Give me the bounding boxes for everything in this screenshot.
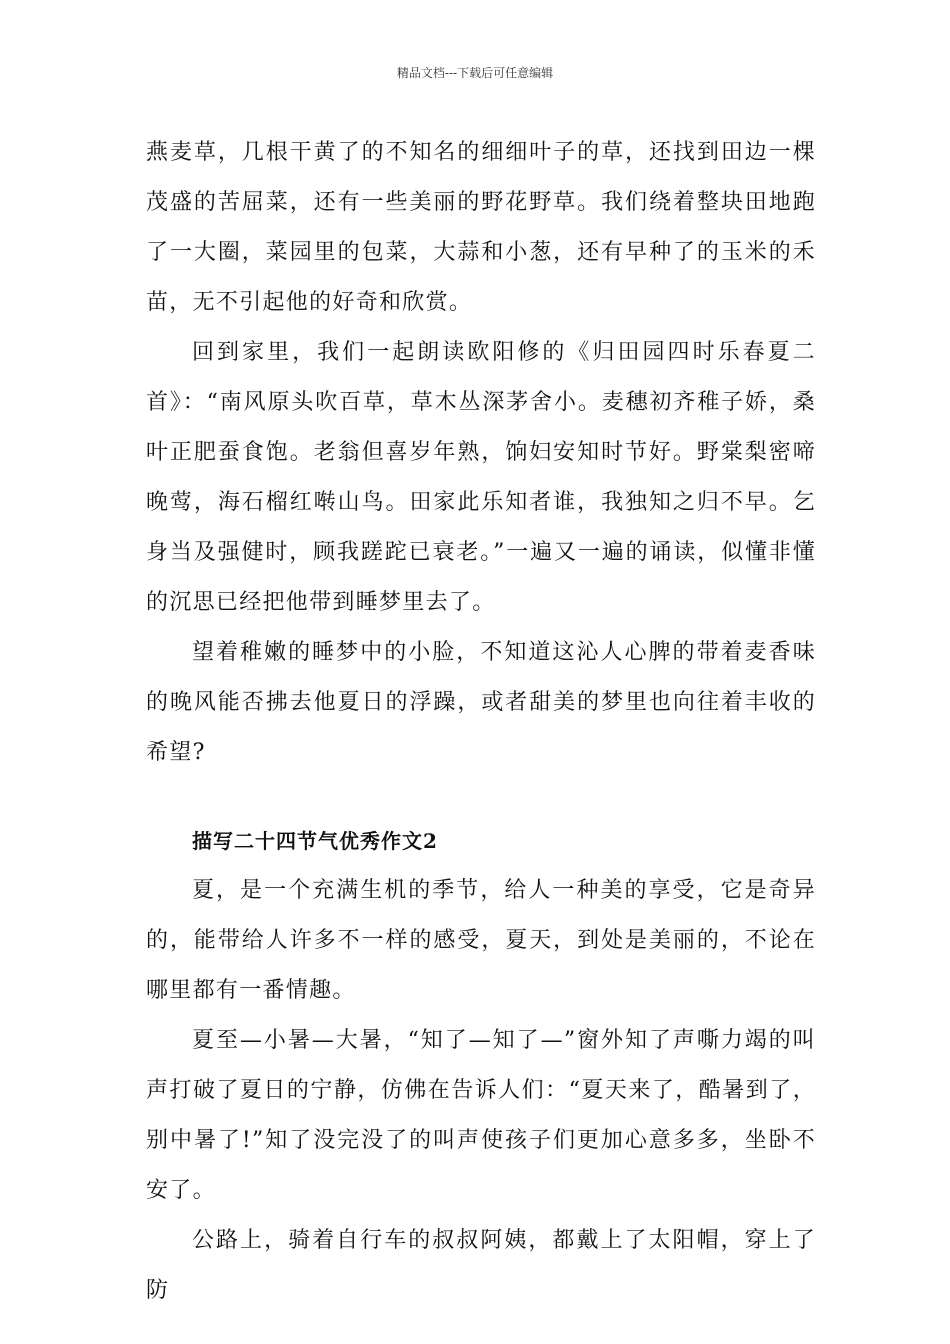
paragraph-2: 回到家里，我们一起朗读欧阳修的《归田园四时乐春夏二首》：“南风原头吹百草，草木丛深茅舍小。麦穗初齐稚子娇，桑叶正肥蚕食饱。老翁但喜岁年熟，饷妇安知时节好。野棠梨密啼晚莺，海石榴红啭山鸟。田家此乐知者谁，我独知之归不早。乞身当及强健时，顾我蹉跎已衰老。”一遍又一遍的诵读，似懂非懂的沉思已经把他带到睡梦里去了。: [146, 340, 816, 615]
paragraph-3: 望着稚嫩的睡梦中的小脸，不知道这沁人心脾的带着麦香味的晚风能否拂去他夏日的浮躁，或者甜美的梦里也向往着丰收的希望?: [146, 640, 816, 765]
section-paragraph-1: 夏，是一个充满生机的季节，给人一种美的享受，它是奇异的，能带给人许多不一样的感受，夏天，到处是美丽的，不论在哪里都有一番情趣。: [146, 878, 816, 1003]
document-body: [146, 128, 816, 1316]
paragraph-1: 燕麦草，几根干黄了的不知名的细细叶子的草，还找到田边一棵茂盛的苦屈菜，还有一些美丽的野花野草。我们绕着整块田地跑了一大圈，菜园里的包菜，大蒜和小葱，还有早种了的玉米的禾苗，无不引起他的好奇和欣赏。: [146, 140, 816, 315]
section-paragraph-2: 夏至—小暑—大暑，“知了—知了—”窗外知了声嘶力竭的叫声打破了夏日的宁静，仿佛在告诉人们：“夏天来了，酷暑到了，别中暑了!”知了没完没了的叫声使孩子们更加心意多多，坐卧不安了。: [146, 1028, 816, 1203]
section-title: 描写二十四节气优秀作文2: [192, 829, 438, 853]
page-header: 精品文档---下载后可任意编辑: [396, 66, 554, 80]
section-paragraph-3: 公路上，骑着自行车的叔叔阿姨，都戴上了太阳帽，穿上了防: [146, 1228, 816, 1303]
